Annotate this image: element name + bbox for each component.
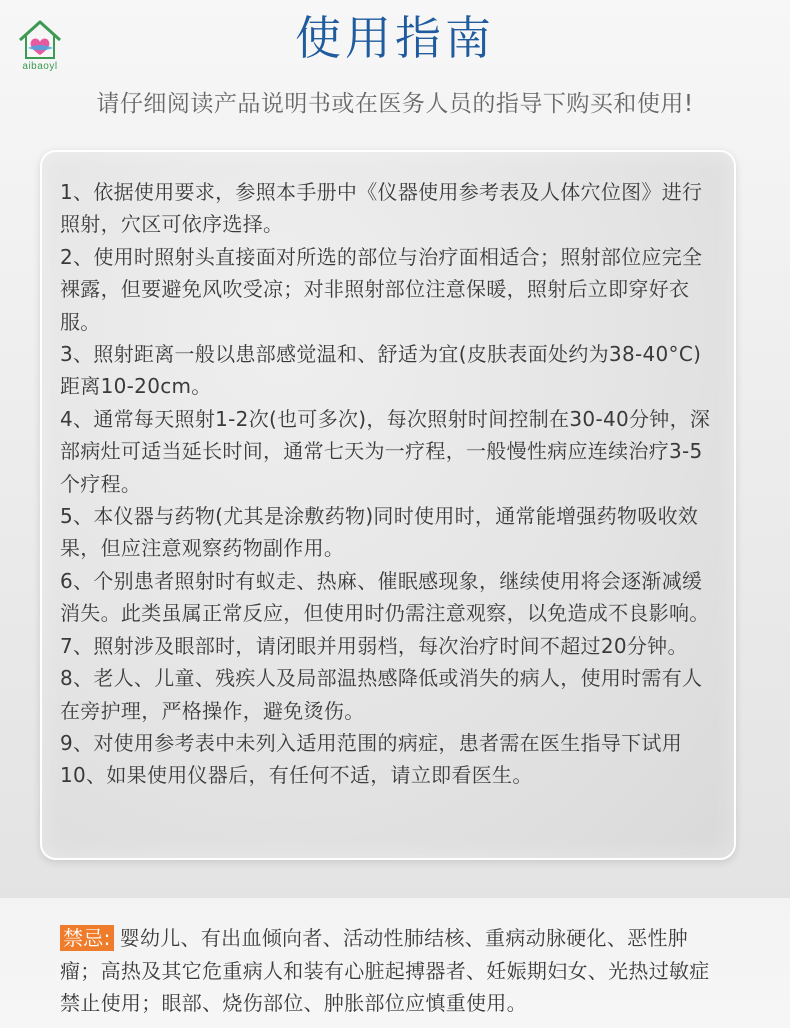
page-subtitle: 请仔细阅读产品说明书或在医务人员的指导下购买和使用!	[96, 91, 694, 117]
contraindication-label: 禁忌:	[60, 925, 114, 951]
logo-text: aibaoyl	[22, 61, 58, 72]
contraindication-text	[60, 922, 725, 1020]
guide-item-5: 5、本仪器与药物(尤其是涂敷药物)同时使用时，通常能增强药物吸收效果，但应注意观察药物副作用。	[60, 504, 699, 561]
contraindication-body: 婴幼儿、有出血倾向者、活动性肺结核、重病动脉硬化、恶性肿瘤；高热及其它危重病人和装有心脏起搏器者、妊娠期妇女、光热过敏症禁止使用；眼部、烧伤部位、肿胀部位应慎重使用。	[60, 926, 710, 1015]
guide-item-6: 6、个别患者照射时有蚁走、热麻、催眠感现象，继续使用将会逐渐减缓消失。此类虽属正常反应，但使用时仍需注意观察，以免造成不良影响。	[60, 568, 710, 626]
guide-item-7: 7、照射涉及眼部时，请闭眼并用弱档，每次治疗时间不超过20分钟。	[60, 633, 688, 658]
guide-item-4: 4、通常每天照射1-2次(也可多次)，每次照射时间控制在30-40分钟，深部病灶可适当延长时间，通常七天为一疗程，一般慢性病应连续治疗3-5个疗程。	[60, 406, 711, 496]
guide-item-1: 1、依据使用要求，参照本手册中《仪器使用参考表及人体穴位图》进行照射，穴区可依序选择。	[60, 180, 703, 237]
page-title: 使用指南	[295, 11, 495, 65]
guide-item-8: 8、老人、儿童、残疾人及局部温热感降低或消失的病人，使用时需有人在旁护理，严格操作，避免烫伤。	[60, 666, 703, 723]
guide-item-2: 2、使用时照射头直接面对所选的部位与治疗面相适合；照射部位应完全裸露，但要避免风吹受凉；对非照射部位注意保暖，照射后立即穿好衣服。	[60, 244, 703, 334]
guide-item-9: 9、对使用参考表中未列入适用范围的病症，患者需在医生指导下试用	[60, 730, 683, 755]
guide-list	[60, 176, 720, 792]
guide-item-3: 3、照射距离一般以患部感觉温和、舒适为宜(皮肤表面处约为38-40°C)距离10-20cm。	[60, 342, 702, 399]
guide-item-10: 10、如果使用仪器后，有任何不适，请立即看医生。	[60, 763, 533, 788]
